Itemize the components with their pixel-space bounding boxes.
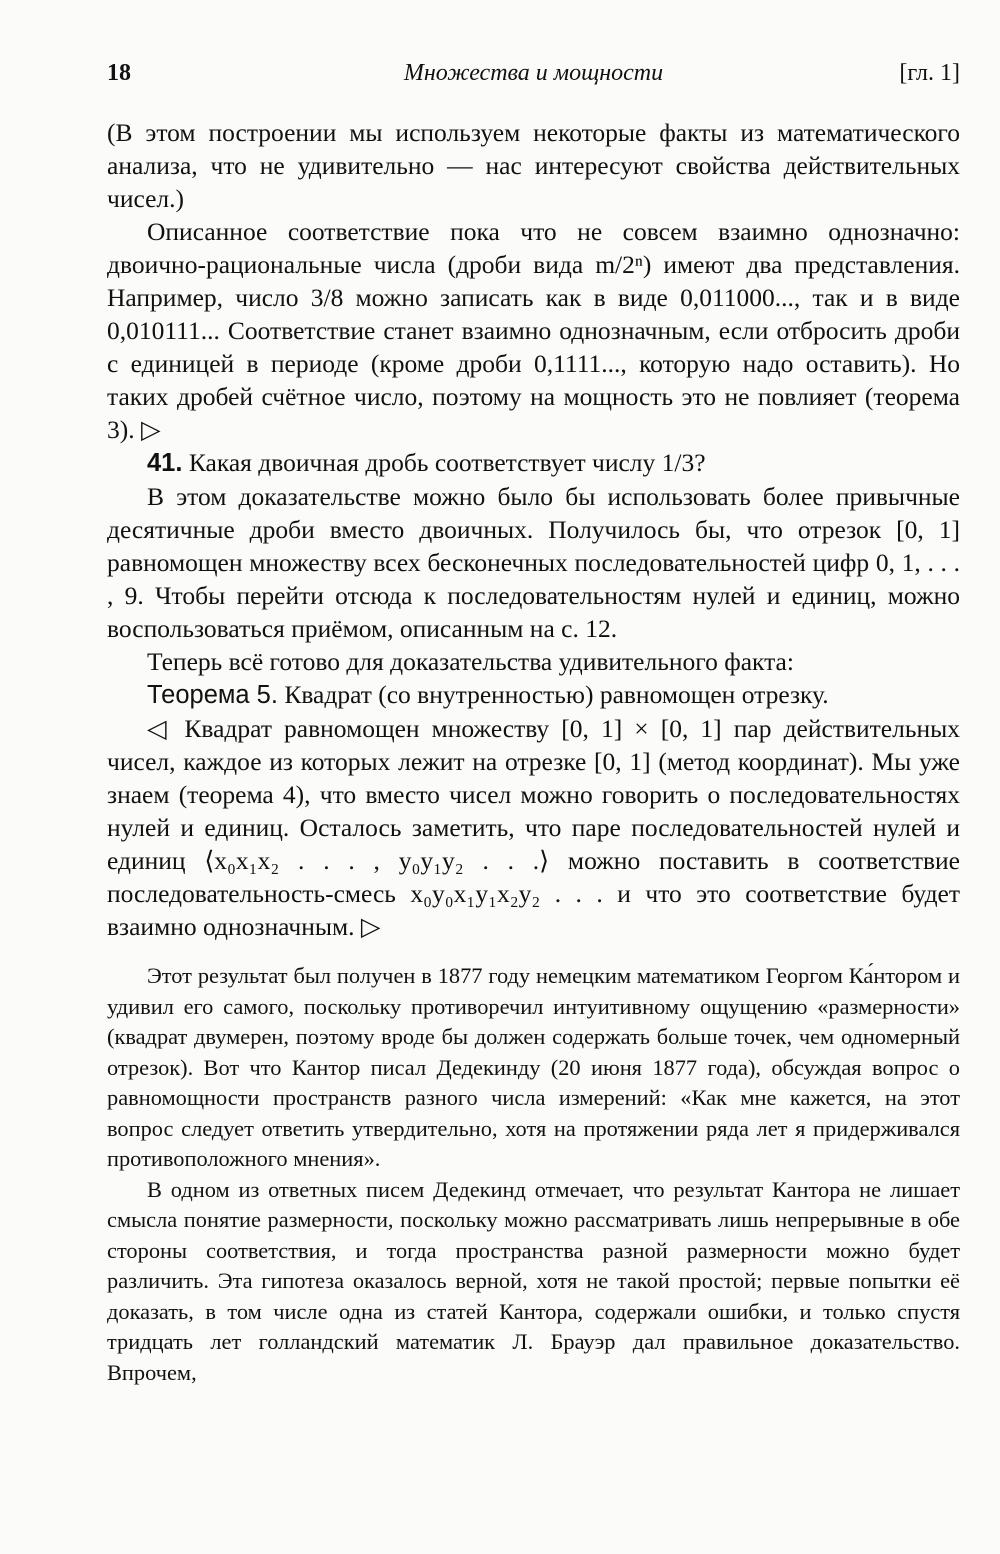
paragraph: (В этом построении мы используем некоторые факты из математического анализа, что не удивительно — нас интересуют свойства действительных чисел.) <box>107 118 960 213</box>
running-title: Множества и мощности <box>403 60 664 86</box>
paragraph: В одном из ответных писем Дедекинд отмечает, что результат Кантора не лишает смысла понятие размерности, поскольку можно рассматривать лишь непрерывные в обе стороны соответствия, и тогда пространства разной размерности можно будет различить. Эта гипотеза оказалось верной, хотя не такой простой; первые попытки её доказать, в том числе одна из статей Кантора, содержали ошибки, и только спустя тридцать лет голландский математик Л. Брауэр дал правильное доказательство. Впрочем, <box>107 1176 960 1385</box>
problem-number: 41. <box>147 449 183 477</box>
paragraph: В этом доказательстве можно было бы использовать более привычные десятичные дроби вместо двоичных. Получилось бы, что отрезок [0, 1] равномощен множеству всех бесконечных последовательностей цифр 0, 1, . . . , 9. Чтобы перейти отсюда к последовательностям нулей и единиц, можно воспользоваться приёмом, описанным на с. 12. <box>107 482 960 643</box>
paragraph: Теперь всё готово для доказательства удивительного факта: <box>147 647 794 676</box>
theorem-5 <box>107 678 960 712</box>
main-text <box>107 116 960 943</box>
page-body <box>107 116 960 1388</box>
theorem-text: Квадрат (со внутренностью) равномощен отрезку. <box>284 680 829 709</box>
proof-paragraph: ◁ Квадрат равномощен множеству [0, 1] × [0, 1] пар действительных чисел, каждое из которых лежит на отрезке [0, 1] (метод координат). Мы уже знаем (теорема 4), что вместо чисел можно говорить о последовательностях нулей и единиц. Осталось заметить, что паре последовательностей нулей и единиц ⟨x₀x₁x₂ . . . , y₀y₁y₂ . . .⟩ можно поставить в соответствие последовательность-смесь x₀y₀x₁y₁x₂y₂ . . . и что это соответствие будет взаимно однозначным. ▷ <box>107 714 960 941</box>
paragraph: Описанное соответствие пока что не совсем взаимно однозначно: двоично-рациональные числа (дроби вида m/2ⁿ) имеют два представления. Например, число 3/8 можно записать как в виде 0,011000..., так и в виде 0,010111... Соответствие станет взаимно однозначным, если отбросить дроби с единицей в периоде (кроме дроби 0,1111..., которую надо оставить). Но таких дробей счётное число, поэтому на мощность это не повлияет (теорема 3). ▷ <box>107 217 960 444</box>
paragraph: Этот результат был получен в 1877 году немецким математиком Георгом Ка́нтором и удивил его самого, поскольку противоречил интуитивному ощущению «размерности» (квадрат двумерен, поэтому вроде бы должен содержать больше точек, чем одномерный отрезок). Вот что Кантор писал Дедекинду (20 июня 1877 года), обсуждая вопрос о равномощности пространств разного числа измерений: «Как мне кажется, на этот вопрос следует ответить утвердительно, хотя на протяжении ряда лет я придерживался противоположного мнения». <box>107 963 960 1171</box>
theorem-label: Теорема 5. <box>147 681 278 709</box>
page-number: 18 <box>107 60 131 86</box>
chapter-label: [гл. 1] <box>899 60 960 86</box>
problem-text: Какая двоичная дробь соответствует числу 1/3? <box>188 448 706 477</box>
problem-41 <box>107 446 960 480</box>
historical-note <box>107 961 960 1388</box>
running-header <box>107 56 960 90</box>
